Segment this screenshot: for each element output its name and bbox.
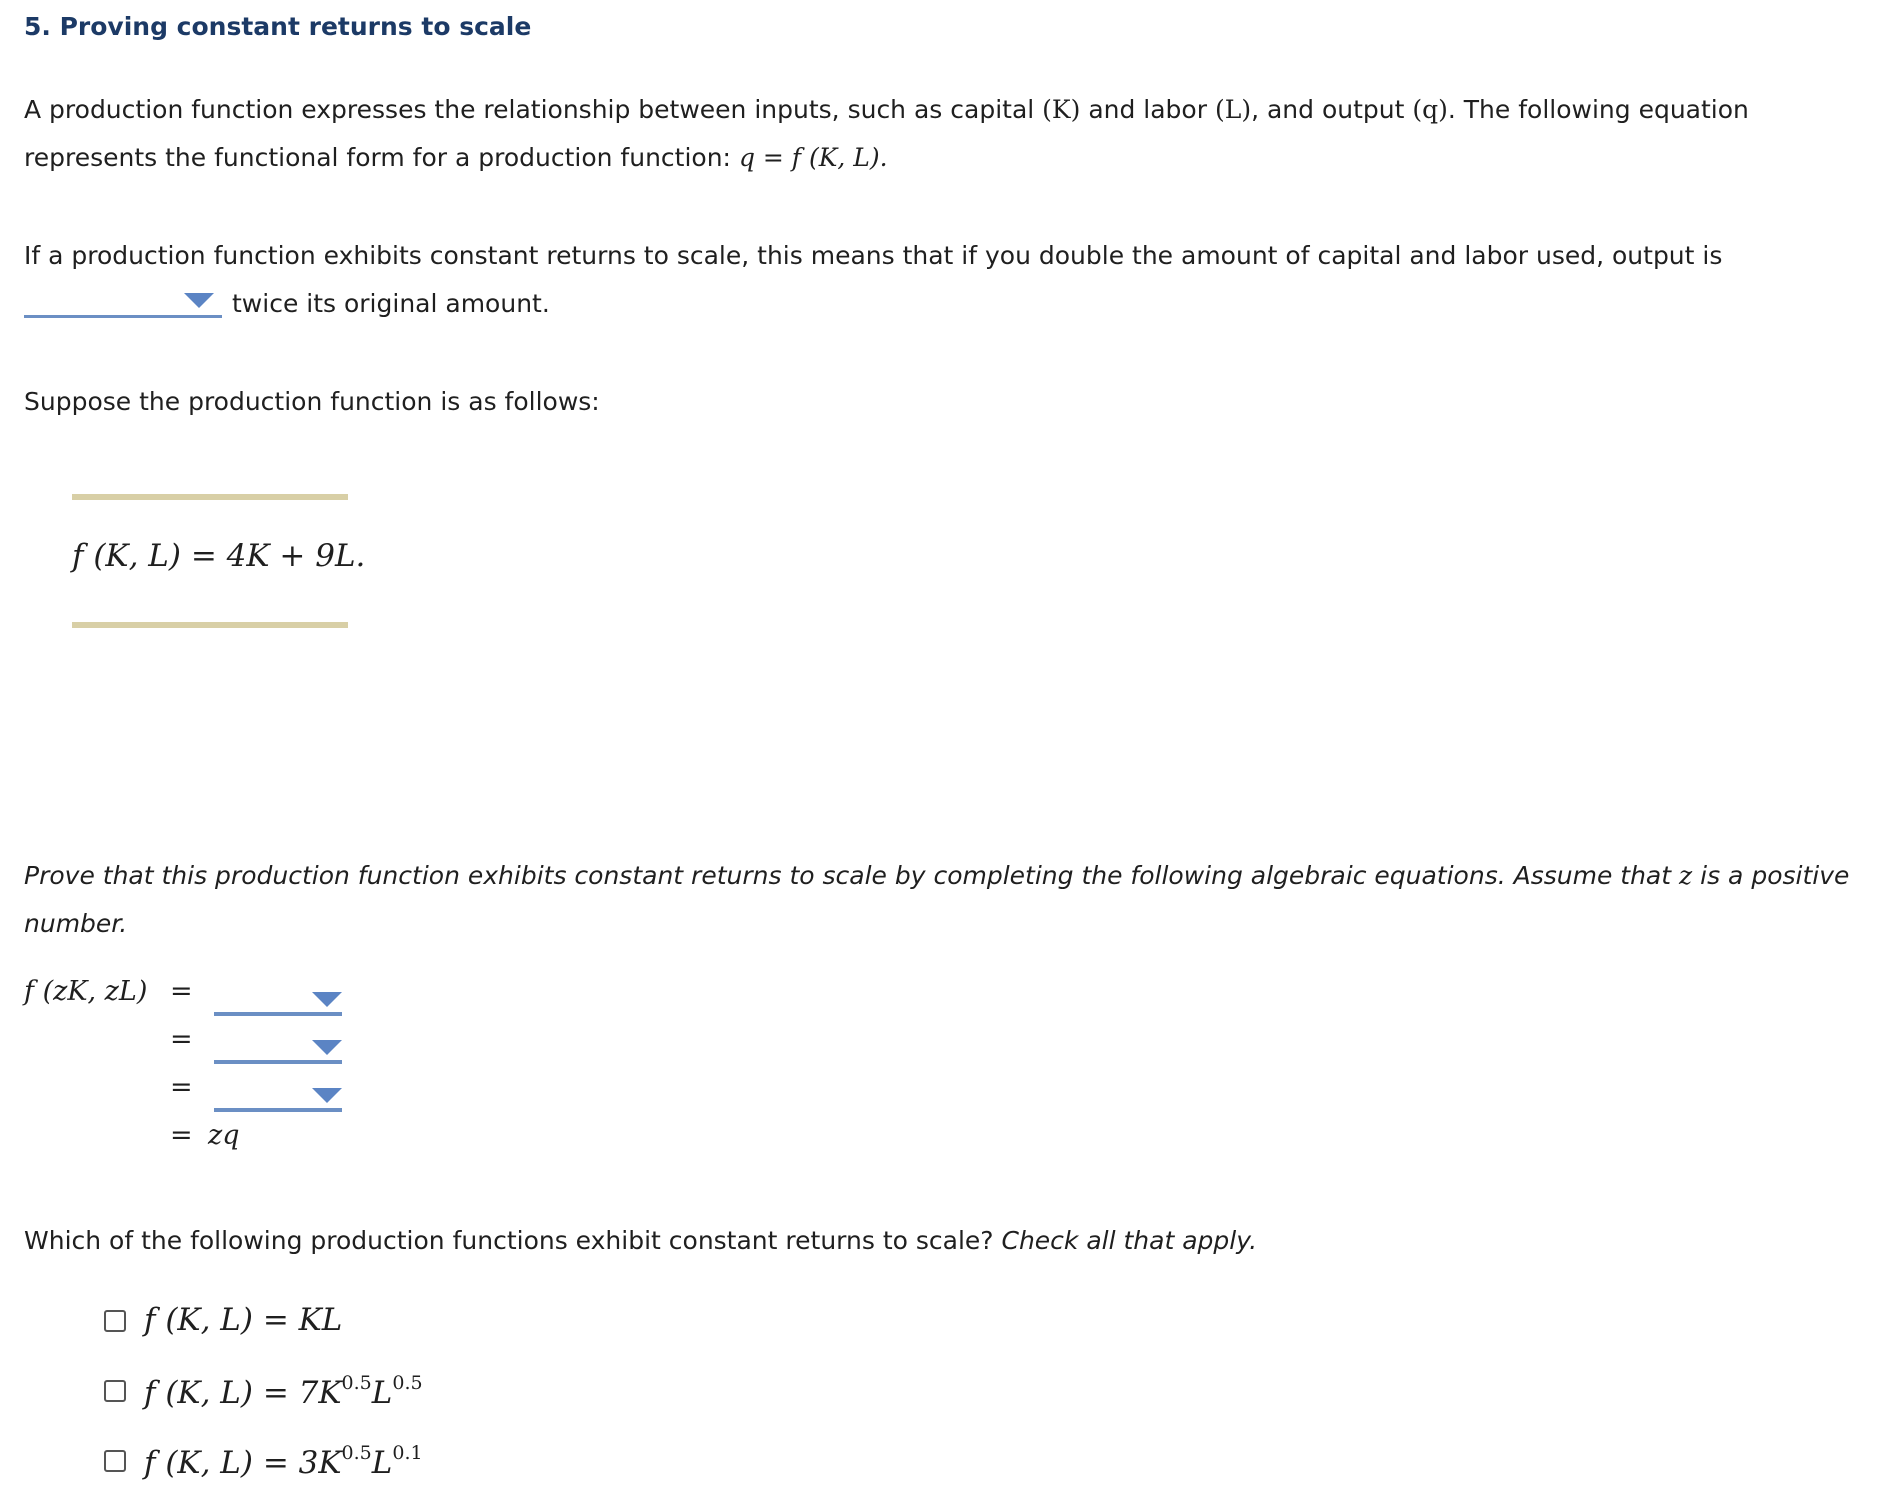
intro-text-4: . The following equation represents the functional form for a production function: — [24, 95, 1749, 172]
chevron-down-icon — [312, 1088, 342, 1103]
equals-sign: = — [170, 1024, 193, 1055]
page-title: 5. Proving constant returns to scale — [24, 12, 532, 41]
crs-paragraph — [24, 232, 1854, 328]
crs-text-suffix: twice its original amount. — [232, 289, 550, 318]
z-symbol: z — [1679, 861, 1693, 890]
proof-lhs: f (zK, zL) — [24, 976, 148, 1007]
proof-step-2-dropdown[interactable] — [214, 1036, 342, 1064]
output-comparison-dropdown[interactable] — [24, 285, 222, 318]
chevron-down-icon — [184, 293, 214, 308]
exponent: 0.5 — [392, 1372, 423, 1394]
functional-form-equation: q = f (K, L). — [738, 143, 888, 172]
proof-step-1-dropdown[interactable] — [214, 988, 342, 1016]
exponent: 0.1 — [392, 1442, 423, 1464]
bottom-divider — [72, 622, 348, 628]
checkbox[interactable] — [104, 1450, 126, 1472]
intro-text-2: and labor — [1088, 95, 1208, 124]
crs-text: If a production function exhibits constant returns to scale, this means that if you double the amount of capital and labor used, output is — [24, 241, 1723, 270]
suppose-text: Suppose the production function is as follows: — [24, 387, 600, 416]
option-label — [144, 1302, 342, 1338]
capital-symbol: (K) — [1042, 95, 1081, 124]
exponent: 0.5 — [341, 1442, 372, 1464]
option-label — [144, 1442, 423, 1481]
intro-text-3: , and output — [1251, 95, 1405, 124]
chevron-down-icon — [312, 1040, 342, 1055]
proof-result: zq — [208, 1120, 240, 1151]
intro-paragraph — [24, 86, 1854, 182]
chevron-down-icon — [312, 992, 342, 1007]
option-formula: f (K, L) = 7K — [144, 1375, 342, 1411]
question-text: Which of the following production functions exhibit constant returns to scale? — [24, 1226, 994, 1255]
proof-step-3-dropdown[interactable] — [214, 1084, 342, 1112]
intro-text-1: A production function expresses the relationship between inputs, such as capital — [24, 95, 1035, 124]
question-hint: Check all that apply. — [1001, 1226, 1258, 1255]
prove-text: Prove that this production function exhibits constant returns to scale by completing the following algebraic equations. Assume that — [24, 861, 1672, 890]
top-divider — [72, 494, 348, 500]
checkbox[interactable] — [104, 1310, 126, 1332]
exponent: 0.5 — [341, 1372, 372, 1394]
option-formula: f (K, L) = 3K — [144, 1445, 342, 1481]
prove-instructions — [24, 852, 1854, 948]
given-function-box — [72, 494, 366, 630]
proof-equations — [24, 976, 624, 1176]
labor-symbol: (L) — [1214, 95, 1252, 124]
equals-sign: = — [170, 1072, 193, 1103]
equals-sign: = — [170, 976, 193, 1007]
checkbox[interactable] — [104, 1380, 126, 1402]
option-formula-mid: L — [371, 1445, 393, 1481]
given-function: f (K, L) = 4K + 9L. — [72, 538, 366, 574]
option-formula: f (K, L) = KL — [144, 1302, 343, 1338]
prove-text-2: is a positive number. — [24, 861, 1850, 938]
equals-sign: = — [170, 1120, 193, 1151]
crs-question — [24, 1226, 1257, 1255]
option-label — [144, 1372, 423, 1411]
option-formula-mid: L — [371, 1375, 393, 1411]
output-symbol: (q) — [1412, 95, 1448, 124]
